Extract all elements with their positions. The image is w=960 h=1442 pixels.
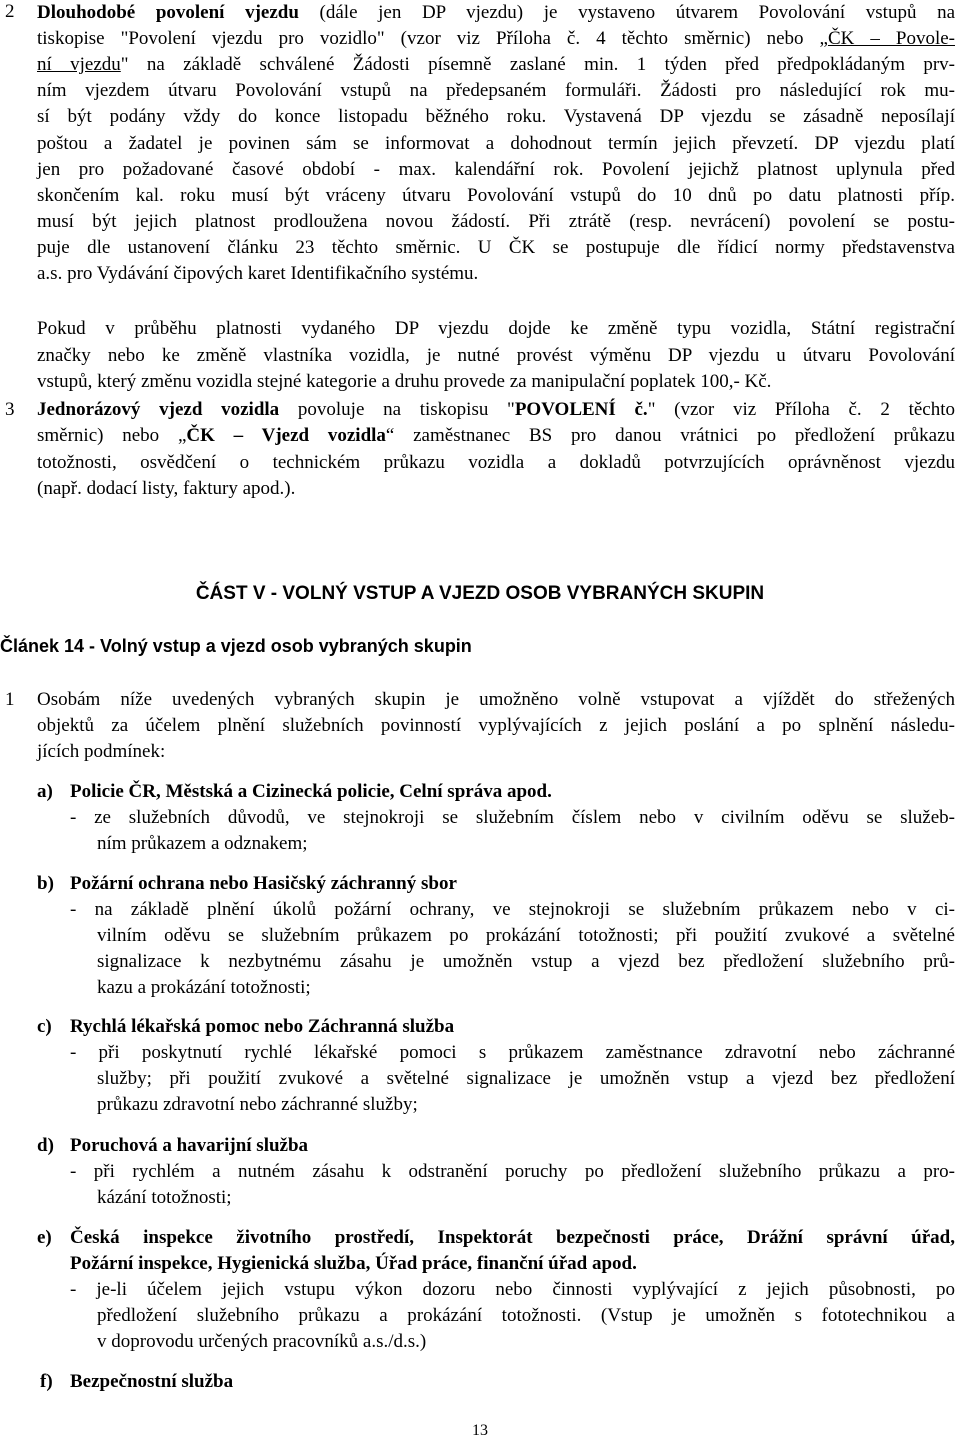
text-line bbox=[37, 210, 955, 234]
text-run: (např. dodací listy, faktury apod.). bbox=[37, 477, 296, 499]
text-run: (dále jen DP vjezdu) je vystaveno útvarem Povolování vstupů na bbox=[298, 2, 956, 23]
text-line bbox=[37, 236, 955, 260]
text-run: sí být podány vždy do konce listopadu běžného roku. Vystavená DP vjezdu se zásadně neposílají bbox=[37, 106, 955, 128]
group-item-line: v doprovodu určených pracovníků a.s./d.s.) bbox=[97, 1331, 427, 1352]
group-letter: c) bbox=[37, 1016, 52, 1037]
text-run: skončením kal. roku musí být vráceny útvaru Povolování vstupů do 10 dnů po datu platnosti příp. bbox=[37, 184, 955, 206]
text-line bbox=[37, 424, 955, 448]
group-item-line: - při poskytnutí rychlé lékařské pomoci s průkazem zaměstnance zdravotní nebo záchranné bbox=[70, 1042, 955, 1063]
group-letter: a) bbox=[37, 781, 53, 802]
item-number: 3 bbox=[5, 399, 15, 420]
text-run: " (vzor viz Příloha č. 2 těchto bbox=[647, 399, 955, 420]
text-line bbox=[37, 262, 478, 286]
text-run: jen pro požadované časové období - max. kalendářní rok. Povolení jejichž platnost uplynula před bbox=[37, 158, 955, 180]
text-line bbox=[37, 184, 955, 208]
text-run: “ zaměstnanec BS pro danou vrátnici po předložení průkazu bbox=[385, 425, 956, 447]
text-line bbox=[37, 398, 955, 422]
text-line: Osobám níže uvedených vybraných skupin je umožněno volně vstupovat a vjíždět do střežených bbox=[37, 689, 955, 710]
text-run: Dlouhodobé povolení vjezdu bbox=[37, 2, 299, 23]
text-run: totožnosti, osvědčení o technickém průkazu vozidla a dokladů potvrzujících oprávněnost vjezdu bbox=[37, 451, 955, 473]
group-item-line: - ze služebních důvodů, ve stejnokroji se služebním číslem nebo v civilním oděvu se služeb- bbox=[70, 807, 955, 828]
group-letter: d) bbox=[37, 1135, 54, 1156]
text-line: vstupů, který změnu vozidla stejné kategorie a druhu provede za manipulační poplatek 100,- Kč. bbox=[37, 371, 772, 392]
text-run: " na základě schválené Žádosti písemně zaslané min. 1 týden před předpokládaným prv- bbox=[120, 54, 955, 76]
group-title: Požární inspekce, Hygienická služba, Úřad práce, finanční úřad apod. bbox=[70, 1253, 637, 1274]
group-item-line: průkazu zdravotní nebo záchranné služby; bbox=[97, 1094, 418, 1115]
group-title: Požární ochrana nebo Hasičský záchranný sbor bbox=[70, 873, 457, 894]
text-run: poštou a žadatel je povinen sám se informovat a dohodnout termín jejich převzetí. DP vjezdu platí bbox=[37, 132, 955, 154]
group-item-line: - na základě plnění úkolů požární ochrany, ve stejnokroji se služebním průkazem nebo v ci- bbox=[70, 899, 955, 920]
group-item-line: ním průkazem a odznakem; bbox=[97, 833, 308, 854]
page-number: 13 bbox=[472, 1422, 488, 1439]
text-run: ním vjezdem útvaru Povolování vstupů na předepsaném formuláři. Žádosti pro následující rok mu- bbox=[37, 80, 955, 102]
text-line: Pokud v průběhu platnosti vydaného DP vjezdu dojde ke změně typu vozidla, Státní registrační bbox=[37, 318, 955, 339]
text-line bbox=[37, 158, 955, 182]
part-heading: ČÁST V - VOLNÝ VSTUP A VJEZD OSOB VYBRANÝCH SKUPIN bbox=[195, 583, 765, 604]
group-title: Rychlá lékařská pomoc nebo Záchranná služba bbox=[70, 1016, 455, 1037]
group-item-line: kázání totožnosti; bbox=[97, 1187, 232, 1208]
text-line bbox=[37, 132, 955, 156]
group-item-line: vilním oděvu se služebním průkazem po prokázání totožnosti; při použití zvukové a světelné bbox=[97, 925, 955, 946]
text-line bbox=[37, 79, 955, 103]
group-letter: f) bbox=[40, 1371, 53, 1392]
text-line bbox=[37, 53, 955, 77]
text-run: POVOLENÍ č. bbox=[514, 399, 648, 420]
group-item-line: předložení služebního průkazu a prokázání totožnosti. (Vstup je umožněn s fototechnikou a bbox=[97, 1305, 955, 1326]
text-line bbox=[37, 1, 955, 25]
text-line: značky nebo ke změně vlastníka vozidla, je nutné provést výměnu DP vjezdu u útvaru Povolování bbox=[37, 344, 955, 366]
text-run: povoluje na tiskopisu " bbox=[279, 399, 515, 420]
text-run: ČK – Vjezd vozidla bbox=[186, 425, 386, 447]
text-run: ČK – Povole- bbox=[827, 28, 955, 50]
text-line: objektů za účelem plnění služebních povinností vyplývajících z jejich poslání a po splnění následu- bbox=[37, 715, 955, 736]
group-title: Bezpečnostní služba bbox=[70, 1371, 234, 1392]
text-line bbox=[37, 105, 955, 129]
item-number: 1 bbox=[5, 689, 15, 710]
text-line: jících podmínek: bbox=[37, 741, 166, 762]
group-title: Česká inspekce životního prostředí, Inspektorát bezpečnosti práce, Drážní správní úřad, bbox=[70, 1227, 955, 1248]
text-run: puje dle ustanovení článku 23 těchto směrnic. U ČK se postupuje dle řídicí normy představenstva bbox=[37, 236, 955, 258]
group-letter: e) bbox=[37, 1227, 52, 1248]
group-item-line: - je-li účelem jejich vstupu výkon dozoru nebo činnosti vyplývající z jejich působnosti, po bbox=[70, 1279, 955, 1300]
group-title: Poruchová a havarijní služba bbox=[70, 1135, 309, 1156]
group-title: Policie ČR, Městská a Cizinecká policie, Celní správa apod. bbox=[70, 781, 552, 802]
group-item-line: signalizace k nezbytnému zásahu je umožněn vstup a vjezd bez předložení služebního prů- bbox=[97, 951, 955, 972]
text-line bbox=[37, 27, 955, 51]
text-line bbox=[37, 477, 295, 501]
text-run: a.s. pro Vydávání čipových karet Identifikačního systému. bbox=[37, 263, 479, 284]
article-heading: Článek 14 - Volný vstup a vjezd osob vybraných skupin bbox=[0, 636, 472, 656]
group-item-line: kazu a prokázání totožnosti; bbox=[97, 977, 311, 998]
item-number: 2 bbox=[5, 1, 15, 22]
text-run: Jednorázový vjezd vozidla bbox=[37, 399, 280, 420]
text-run: ní vjezdu bbox=[37, 54, 121, 76]
text-run: musí být jejich platnost prodloužena novou žádostí. Při ztrátě (resp. nevrácení) povolení se postu- bbox=[37, 210, 955, 232]
group-item-line: služby; při použití zvukové a světelné signalizace je umožněn vstup a vjezd bez předložení bbox=[97, 1068, 955, 1089]
group-item-line: - při rychlém a nutném zásahu k odstranění poruchy po předložení služebního průkazu a pro- bbox=[70, 1161, 955, 1182]
text-run: směrnic) nebo „ bbox=[37, 425, 187, 447]
text-line bbox=[37, 451, 955, 475]
text-run: tiskopise "Povolení vjezdu pro vozidlo" (vzor viz Příloha č. 4 těchto směrnic) nebo „ bbox=[37, 28, 828, 50]
group-letter: b) bbox=[37, 873, 54, 894]
